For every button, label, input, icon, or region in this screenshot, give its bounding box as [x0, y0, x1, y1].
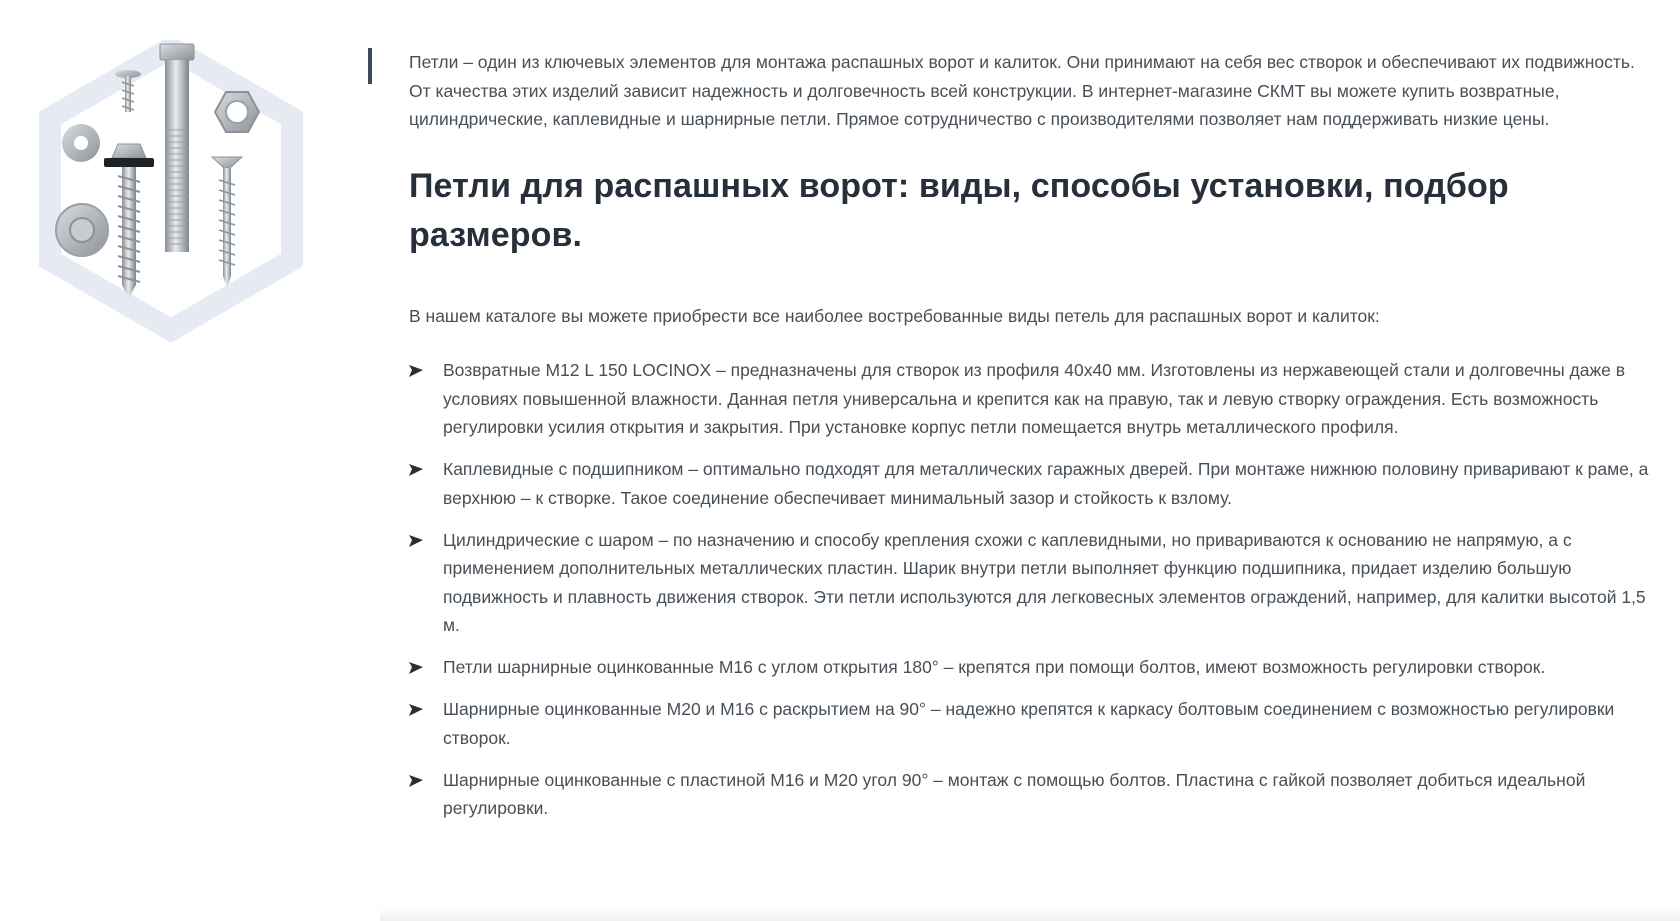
- article-content: [409, 48, 1659, 836]
- countersunk-screw-icon: [212, 157, 242, 288]
- small-screw-icon: [115, 70, 141, 112]
- quote-accent-bar: [368, 48, 372, 84]
- arrow-bullet-icon: [409, 464, 423, 476]
- list-item: [409, 356, 1659, 442]
- arrow-bullet-icon: [409, 365, 423, 377]
- list-item: [409, 455, 1659, 512]
- list-item-text: Цилиндрические с шаром – по назначению и способу крепления схожи с каплевидными, но привариваются к основанию не напрямую, а с применением дополнительных металлических пластин. Шарик внутри петли выполняет функцию подшипника, придает изделию большую подвижность и плавность движения створок. Эти петли используются для легковесных элементов ограждений, например, для калитки высотой 1,5 м.: [443, 529, 1646, 635]
- hex-nut-icon: [215, 92, 259, 132]
- fasteners-illustration: [36, 40, 306, 350]
- hinge-types-list: [409, 356, 1659, 823]
- list-item: [409, 695, 1659, 752]
- list-item-text: Шарнирные оцинкованные М20 и М16 с раскрытием на 90° – надежно крепятся к каркасу болтовым соединением с возможностью регулировки створок.: [443, 699, 1615, 748]
- intro-paragraph: Петли – один из ключевых элементов для монтажа распашных ворот и калиток. Они принимают на себя вес створок и обеспечивают их подвижность. От качества этих изделий зависит надежность и долговечность всей конструкции. В интернет-магазине СКМТ вы можете купить возвратные, цилиндрические, каплевидные и шарнирные петли. Прямое сотрудничество с производителями позволяет нам поддерживать низкие цены.: [409, 52, 1635, 129]
- arrow-bullet-icon: [409, 535, 423, 547]
- list-item-text: Каплевидные с подшипником – оптимально подходят для металлических гаражных дверей. При монтаже нижнюю половину приваривают к раме, а верхнюю – к створке. Такое соединение обеспечивает минимальный зазор и стойкость к взлому.: [443, 459, 1649, 508]
- section-heading: Петли для распашных ворот: виды, способы установки, подбор размеров.: [409, 166, 1509, 254]
- list-item-text: Петли шарнирные оцинкованные M16 с углом открытия 180° – крепятся при помощи болтов, имеют возможность регулировки створок.: [443, 657, 1546, 677]
- bottom-fade: [380, 907, 1680, 921]
- lead-paragraph: В нашем каталоге вы можете приобрести все наиболее востребованные виды петель для распашных ворот и калиток:: [409, 305, 1380, 326]
- list-item: [409, 766, 1659, 823]
- arrow-bullet-icon: [409, 704, 423, 716]
- arrow-bullet-icon: [409, 775, 423, 787]
- list-item-text: Шарнирные оцинкованные с пластиной М16 и М20 угол 90° – монтаж с помощью болтов. Пластина с гайкой позволяет добиться идеальной регулировки.: [443, 769, 1586, 818]
- long-bolt-icon: [160, 44, 194, 252]
- roofing-screw-icon: [104, 144, 154, 298]
- list-item-text: Возвратные M12 L 150 LOCINOX – предназначены для створок из профиля 40х40 мм. Изготовлены из нержавеющей стали и долговечны даже в условиях повышенной влажности. Данная петля универсальна и крепится как на правую, так и левую створку ограждения. Есть возможность регулировки усилия открытия и закрытия. При установке корпус петли помещается внутрь металлического профиля.: [443, 360, 1626, 437]
- list-item: [409, 653, 1659, 682]
- list-item: [409, 526, 1659, 640]
- arrow-bullet-icon: [409, 662, 423, 674]
